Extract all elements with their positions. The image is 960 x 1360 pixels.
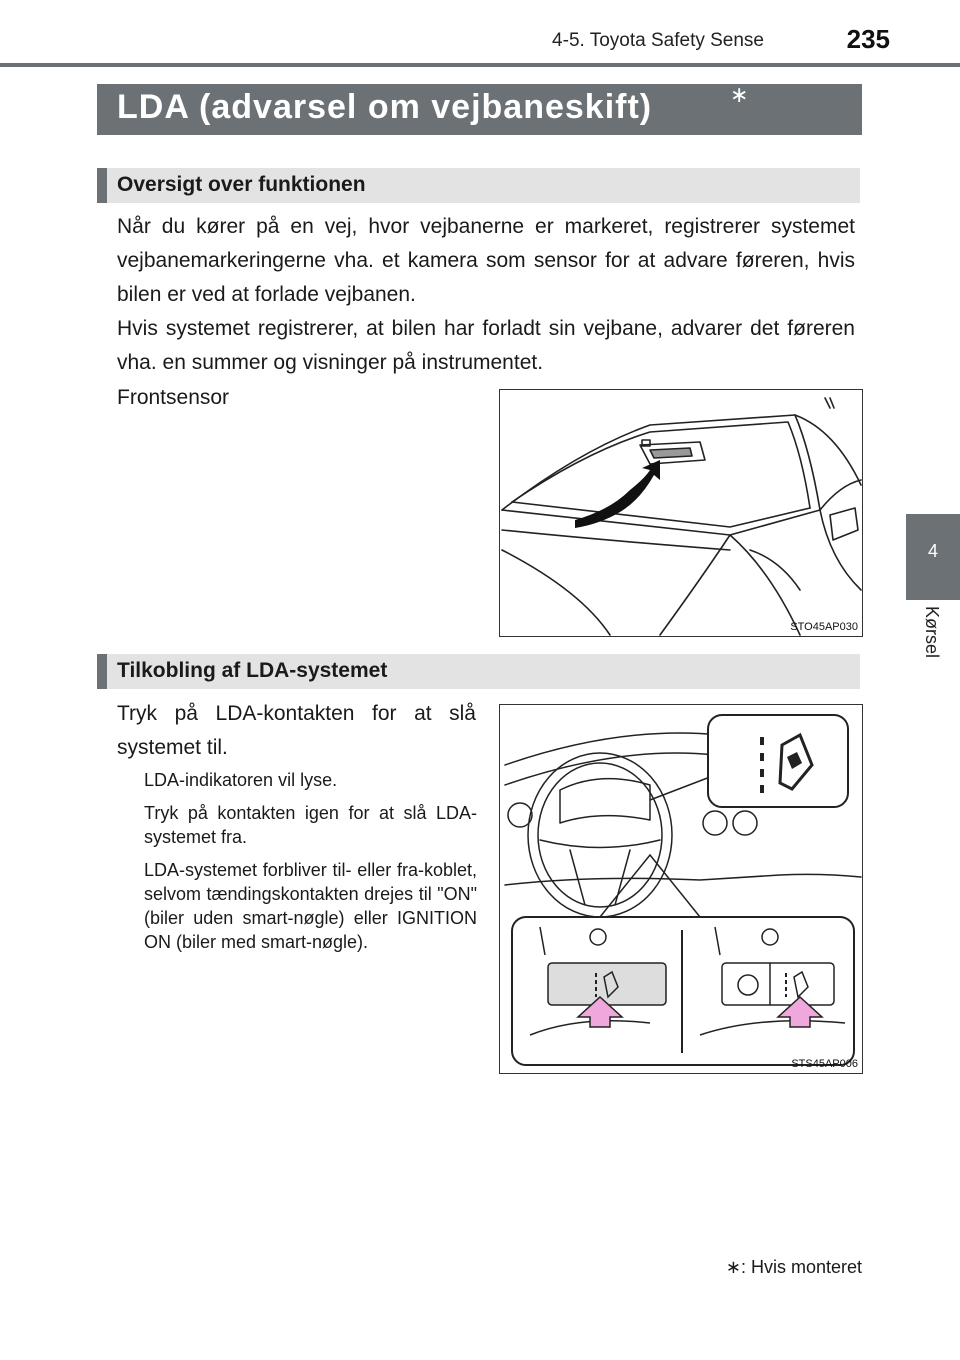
windshield-illustration [500,390,862,636]
header-rule [0,63,960,67]
figure-code: STO45AP030 [790,621,858,633]
figure-front-sensor [499,389,863,637]
figure-code: STS45AP006 [791,1058,858,1070]
chapter-tab-label [912,606,952,686]
paragraph-overview-2: Hvis systemet registrerer, at bilen har forladt sin vejbane, advarer det føreren vha. en summer og visninger på instrumentet. [117,317,855,374]
footnote-marker: ∗ [725,1257,741,1277]
figure-label-front-sensor: Frontsensor [117,386,230,409]
page-title: LDA (advarsel om vejbaneskift) [117,88,653,126]
figure-lda-switch [499,704,863,1074]
note-switch-off: Tryk på kontakten igen for at slå LDA-systemet fra. [144,803,477,847]
running-header-section: 4-5. Toyota Safety Sense [552,30,764,51]
note-persist: LDA-systemet forbliver til- eller fra-koblet, selvom tændingskontakten drejes til "ON" (biler uden smart-nøgle) eller IGNITION ON (biler med smart-nøgle). [144,860,477,952]
page-number: 235 [846,24,890,54]
note-indicator: LDA-indikatoren vil lyse. [144,770,338,790]
chapter-label-text: Kørsel [922,606,942,659]
title-footnote-marker: ∗ [730,82,749,107]
paragraph-overview-1: Når du kører på en vej, hvor vejbanerne er markeret, registrerer systemet vejbanemarkeringerne vha. et kamera som sensor for at advare føreren, hvis bilen er ved at forlade vejbanen. [117,215,855,306]
paragraph-activation: Tryk på LDA-kontakten for at slå systemet til. [117,702,476,759]
footnote-text: : Hvis monteret [740,1257,862,1277]
dashboard-illustration [500,705,862,1073]
footnote [640,1257,862,1278]
section-heading-activation: Tilkobling af LDA-systemet [117,659,388,682]
chapter-tab[interactable]: 4 [906,514,960,600]
section-heading-overview: Oversigt over funktionen [117,173,366,196]
